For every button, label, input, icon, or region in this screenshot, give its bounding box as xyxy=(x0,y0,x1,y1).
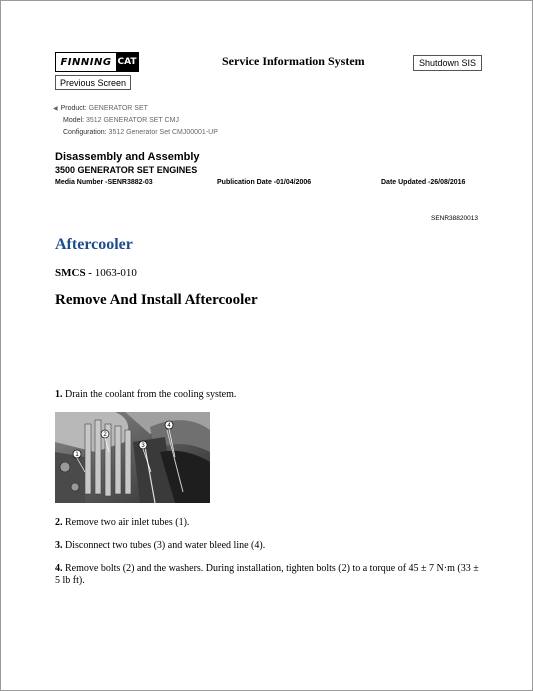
step-text: Drain the coolant from the cooling system. xyxy=(62,389,237,400)
logo-text: FINNING xyxy=(60,56,112,68)
reference-id: SENR38820013 xyxy=(431,215,478,222)
step-2 xyxy=(55,517,485,529)
smcs-label: SMCS - xyxy=(55,267,95,279)
step-text: Disconnect two tubes (3) and water bleed line (4). xyxy=(62,540,266,551)
smcs-code xyxy=(55,267,137,279)
step-number: 4. xyxy=(55,563,63,574)
meta-product xyxy=(53,105,148,112)
product-label: Product: xyxy=(60,105,87,112)
section-title: Aftercooler xyxy=(55,236,133,253)
aftercooler-illustration xyxy=(55,412,210,503)
callout-1: 1 xyxy=(75,452,79,458)
step-number: 2. xyxy=(55,517,63,528)
config-value: 3512 Generator Set CMJ00001-UP xyxy=(108,129,218,136)
procedure-title: Remove And Install Aftercooler xyxy=(55,292,258,308)
step-text: Remove bolts (2) and the washers. During installation, tighten bolts (2) to a torque of 45 ± 7 N·m (33 ± 5 lb ft). xyxy=(55,563,479,586)
cat-badge: CAT xyxy=(116,53,138,71)
shutdown-sis-button[interactable]: Shutdown SIS xyxy=(413,55,482,71)
model-value: 3512 GENERATOR SET CMJ xyxy=(85,117,179,124)
callout-3: 3 xyxy=(141,443,145,449)
product-value: GENERATOR SET xyxy=(88,105,148,112)
back-arrow-icon[interactable]: ◀ xyxy=(53,106,58,112)
aftercooler-photo xyxy=(55,412,210,503)
step-1 xyxy=(55,389,485,401)
finning-cat-logo xyxy=(55,52,139,72)
meta-model xyxy=(63,117,179,124)
previous-screen-button[interactable]: Previous Screen xyxy=(55,75,131,90)
sis-title: Service Information System xyxy=(222,54,365,68)
callout-4: 4 xyxy=(167,423,171,429)
step-3 xyxy=(55,540,485,552)
document-subtitle: 3500 GENERATOR SET ENGINES xyxy=(55,165,198,175)
step-4 xyxy=(55,563,485,587)
step-text: Remove two air inlet tubes (1). xyxy=(62,517,190,528)
step-number: 3. xyxy=(55,540,63,551)
publication-date: Publication Date -01/04/2006 xyxy=(217,179,312,186)
smcs-value: 1063-010 xyxy=(94,267,137,279)
media-number: Media Number -SENR3882-03 xyxy=(55,179,153,186)
step-number: 1. xyxy=(55,389,63,400)
document-title: Disassembly and Assembly xyxy=(55,151,200,163)
config-label: Configuration: xyxy=(63,129,107,136)
meta-config xyxy=(63,129,218,136)
model-label: Model: xyxy=(63,117,85,124)
date-updated: Date Updated -26/08/2016 xyxy=(381,179,466,186)
callout-2: 2 xyxy=(103,432,107,438)
